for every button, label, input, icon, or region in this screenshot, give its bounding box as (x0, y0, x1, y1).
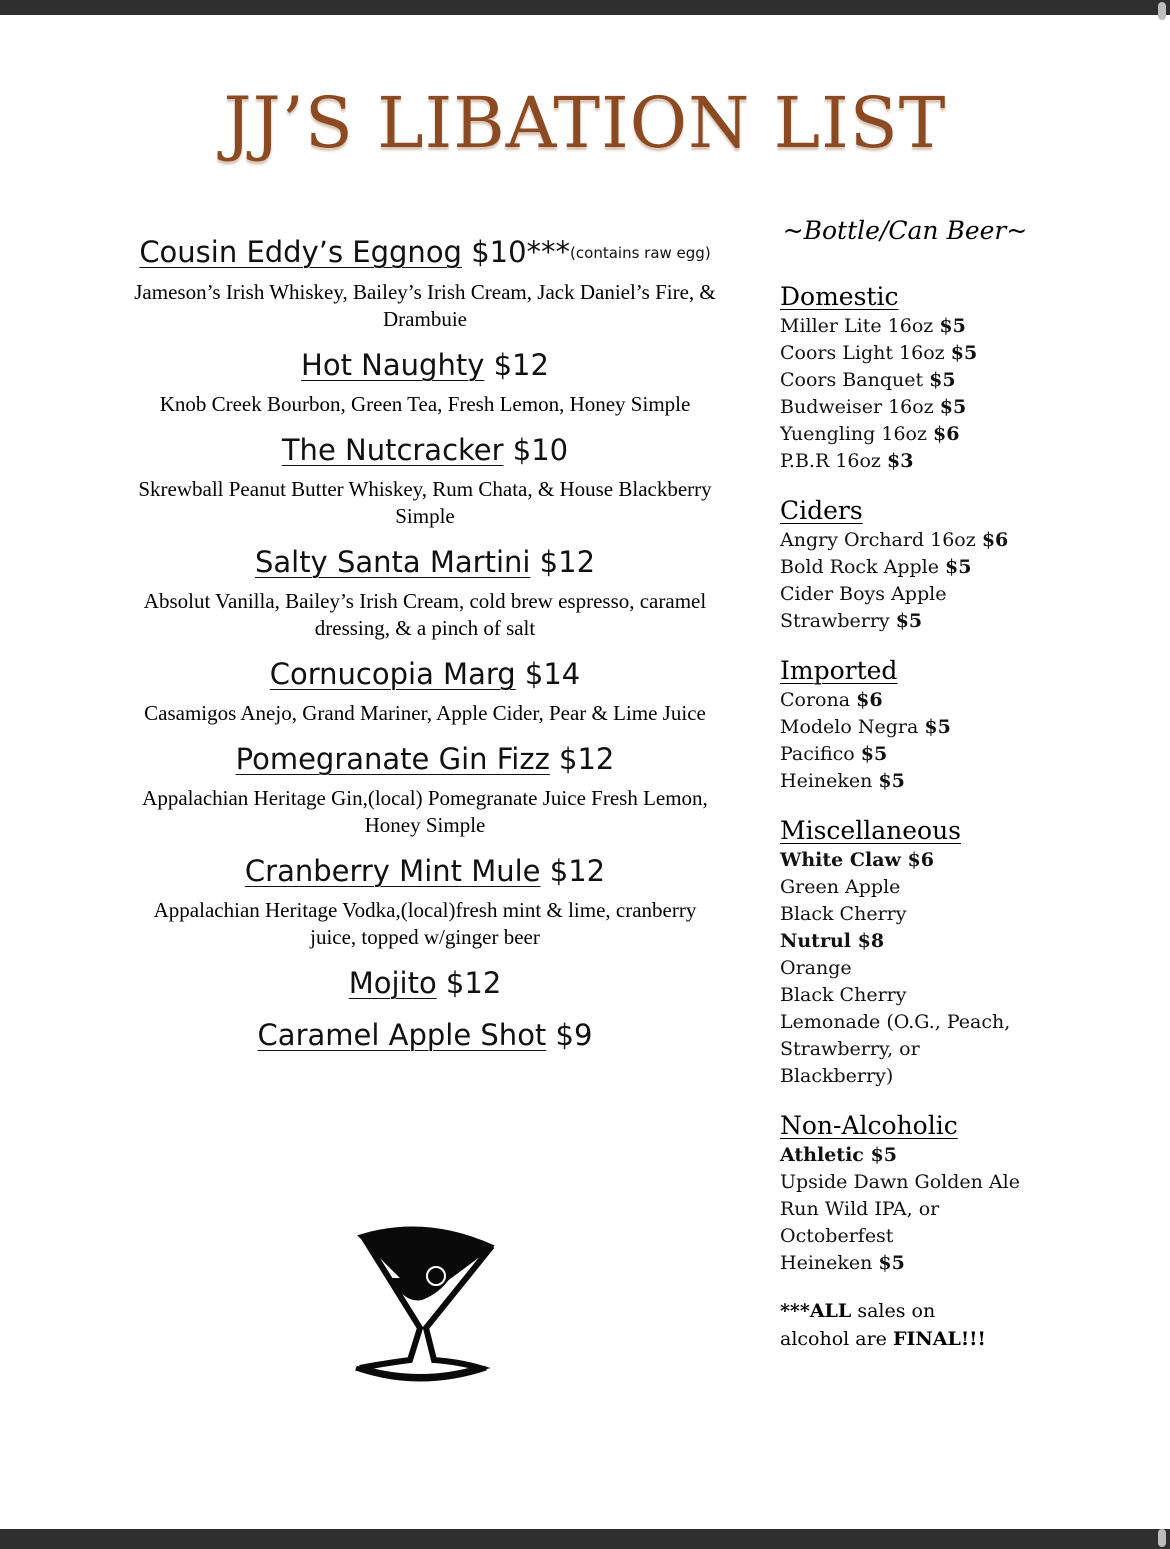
beer-item-name: Strawberry (780, 610, 890, 632)
beer-item-price: $6 (856, 689, 883, 711)
beer-item-name: White Claw $6 (780, 849, 934, 871)
beer-item-name: P.B.R 16oz (780, 450, 881, 472)
final-note-all: ALL (809, 1300, 852, 1322)
cocktail-price: $10*** (471, 235, 571, 269)
beer-item (780, 1169, 1110, 1196)
final-note-line2: alcohol are (780, 1328, 893, 1350)
cocktail-item (125, 1015, 725, 1055)
cocktail-item (125, 430, 725, 530)
beer-item-name: Octoberfest (780, 1225, 894, 1247)
cocktail-name (125, 654, 725, 694)
beer-item (780, 313, 1110, 340)
beer-item (780, 687, 1110, 714)
cocktail-item (125, 851, 725, 951)
beer-item (780, 608, 1110, 635)
beer-item-price: $5 (950, 342, 978, 364)
beer-item-name: Coors Banquet (780, 369, 924, 391)
beer-heading: ~Bottle/Can Beer~ (782, 216, 1028, 245)
beer-item-name: Heineken (780, 1252, 873, 1274)
beer-section (780, 495, 1110, 635)
beer-item (780, 1009, 1110, 1036)
cocktail-title: Caramel Apple Shot (257, 1018, 547, 1052)
beer-item-price: $5 (924, 716, 951, 738)
beer-item (780, 901, 1110, 928)
beer-item-price: $5 (895, 610, 923, 632)
cocktail-price: $12 (445, 966, 502, 1000)
beer-item (780, 394, 1110, 421)
cocktail-name (125, 542, 725, 582)
cocktail-price: $12 (559, 742, 615, 776)
beer-section (780, 281, 1110, 475)
beer-item-name: Coors Light 16oz (780, 342, 945, 364)
window-top-bar (0, 0, 1170, 15)
cocktail-item (125, 232, 725, 333)
beer-item-name: Budweiser 16oz (780, 396, 934, 418)
beer-item-name: Heineken (780, 770, 873, 792)
beer-item-price: $3 (887, 450, 914, 472)
page-title: JJ’S LIBATION LIST (223, 82, 947, 164)
beer-item-name: Bold Rock Apple (780, 556, 939, 578)
beer-item-name: Yuengling 16oz (780, 423, 927, 445)
beer-item-price: $5 (939, 315, 966, 337)
beer-item-name: Blackberry) (780, 1065, 894, 1087)
beer-item (780, 1063, 1110, 1090)
final-note-stars: *** (780, 1300, 810, 1322)
cocktail-name (125, 1015, 725, 1055)
cocktail-note: (contains raw egg) (570, 244, 711, 262)
beer-item (780, 982, 1110, 1009)
cocktail-list (125, 232, 725, 1067)
beer-item (780, 1196, 1110, 1223)
beer-item-price: $5 (929, 369, 956, 391)
beer-item-price: $5 (939, 396, 967, 418)
beer-item-price: $5 (860, 743, 888, 765)
cocktail-item (125, 345, 725, 418)
final-note-final: FINAL!!! (892, 1328, 986, 1350)
cocktail-name (125, 963, 725, 1003)
cocktail-name (125, 739, 725, 779)
cocktail-description: Knob Creek Bourbon, Green Tea, Fresh Lemon, Honey Simple (159, 392, 691, 416)
beer-item-name: Run Wild IPA, or (780, 1198, 940, 1220)
beer-item-name: Corona (780, 689, 851, 711)
beer-item-name: Black Cherry (780, 903, 907, 925)
cocktail-title: Pomegranate Gin Fizz (235, 742, 550, 776)
beer-item (780, 1142, 1110, 1169)
cocktail-price: $14 (524, 657, 581, 691)
cocktail-description: Jameson’s Irish Whiskey, Bailey’s Irish Cream, Jack Daniel’s Fire, & Drambuie (134, 280, 716, 331)
beer-item (780, 874, 1110, 901)
beer-item-name: Lemonade (O.G., Peach, (780, 1011, 1011, 1033)
cocktail-description: Skrewball Peanut Butter Whiskey, Rum Chata, & House Blackberry Simple (138, 477, 712, 528)
cocktail-item (125, 654, 725, 727)
beer-item (780, 1036, 1110, 1063)
beer-item (780, 714, 1110, 741)
beer-item (780, 421, 1110, 448)
beer-item-name: Nutrul $8 (780, 930, 885, 952)
beer-item-name: Strawberry, or (780, 1038, 920, 1060)
window-bottom-bar (0, 1529, 1170, 1549)
cocktail-item (125, 542, 725, 642)
beer-sections (780, 281, 1110, 1277)
martini-glass-icon (350, 1218, 500, 1388)
cocktail-description: Casamigos Anejo, Grand Mariner, Apple Cider, Pear & Lime Juice (144, 701, 706, 725)
cocktail-price: $12 (493, 348, 549, 382)
beer-item-price: $5 (878, 770, 905, 792)
cocktail-title: The Nutcracker (281, 433, 504, 467)
beer-item-name: Upside Dawn Golden Ale (780, 1171, 1020, 1193)
beer-item (780, 527, 1110, 554)
cocktail-description: Appalachian Heritage Vodka,(local)fresh mint & lime, cranberry juice, topped w/ginger beer (153, 898, 697, 949)
beer-item-name: Pacifico (780, 743, 855, 765)
beer-item (780, 1250, 1110, 1277)
cocktail-price: $12 (549, 854, 606, 888)
cocktail-title: Cranberry Mint Mule (244, 854, 541, 888)
cocktail-title: Mojito (348, 966, 437, 1000)
beer-item (780, 741, 1110, 768)
beer-item (780, 340, 1110, 367)
beer-item-name: Miller Lite 16oz (780, 315, 934, 337)
beer-item-price: $6 (981, 529, 1009, 551)
beer-item-price: $5 (878, 1252, 905, 1274)
beer-item (780, 448, 1110, 475)
beer-section (780, 1110, 1110, 1277)
beer-section-title: Ciders (780, 496, 863, 525)
beer-menu (780, 216, 1110, 1353)
beer-item-name: Orange (780, 957, 852, 979)
beer-item (780, 928, 1110, 955)
cocktail-name (125, 232, 725, 273)
beer-section (780, 815, 1110, 1090)
beer-item (780, 847, 1110, 874)
cocktail-title: Cornucopia Marg (269, 657, 516, 691)
cocktail-item (125, 963, 725, 1003)
beer-item (780, 367, 1110, 394)
cocktail-name (125, 430, 725, 470)
cocktail-title: Cousin Eddy’s Eggnog (139, 235, 462, 269)
beer-section-title: Miscellaneous (780, 816, 961, 845)
beer-section-title: Non-Alcoholic (780, 1111, 958, 1140)
cocktail-item (125, 739, 725, 839)
cocktail-description: Appalachian Heritage Gin,(local) Pomegranate Juice Fresh Lemon, Honey Simple (142, 786, 708, 837)
scrollbar-thumb-bottom[interactable] (1158, 1529, 1166, 1547)
cocktail-price: $12 (539, 545, 596, 579)
cocktail-name (125, 345, 725, 385)
beer-item (780, 581, 1110, 608)
cocktail-description: Absolut Vanilla, Bailey’s Irish Cream, cold brew espresso, caramel dressing, & a pinch of salt (143, 589, 707, 640)
beer-item (780, 955, 1110, 982)
beer-item (780, 768, 1110, 795)
cocktail-price: $10 (512, 433, 569, 467)
beer-section-title: Domestic (780, 282, 899, 311)
beer-item-name: Modelo Negra (780, 716, 919, 738)
cocktail-name (125, 851, 725, 891)
beer-item-name: Angry Orchard 16oz (780, 529, 976, 551)
beer-item-name: Athletic $5 (780, 1144, 897, 1166)
cocktail-title: Salty Santa Martini (254, 545, 531, 579)
beer-item-price: $5 (945, 556, 972, 578)
beer-item-name: Green Apple (780, 876, 901, 898)
final-sale-note (780, 1297, 1110, 1353)
scrollbar-thumb-top[interactable] (1158, 2, 1166, 20)
beer-item-name: Black Cherry (780, 984, 907, 1006)
beer-section-title: Imported (780, 656, 898, 685)
beer-item (780, 554, 1110, 581)
cocktail-title: Hot Naughty (301, 348, 485, 382)
beer-section (780, 655, 1110, 795)
beer-item-name: Cider Boys Apple (780, 583, 947, 605)
cocktail-price: $9 (555, 1018, 593, 1052)
beer-item (780, 1223, 1110, 1250)
final-note-mid: sales on (851, 1300, 936, 1322)
beer-item-price: $6 (933, 423, 960, 445)
